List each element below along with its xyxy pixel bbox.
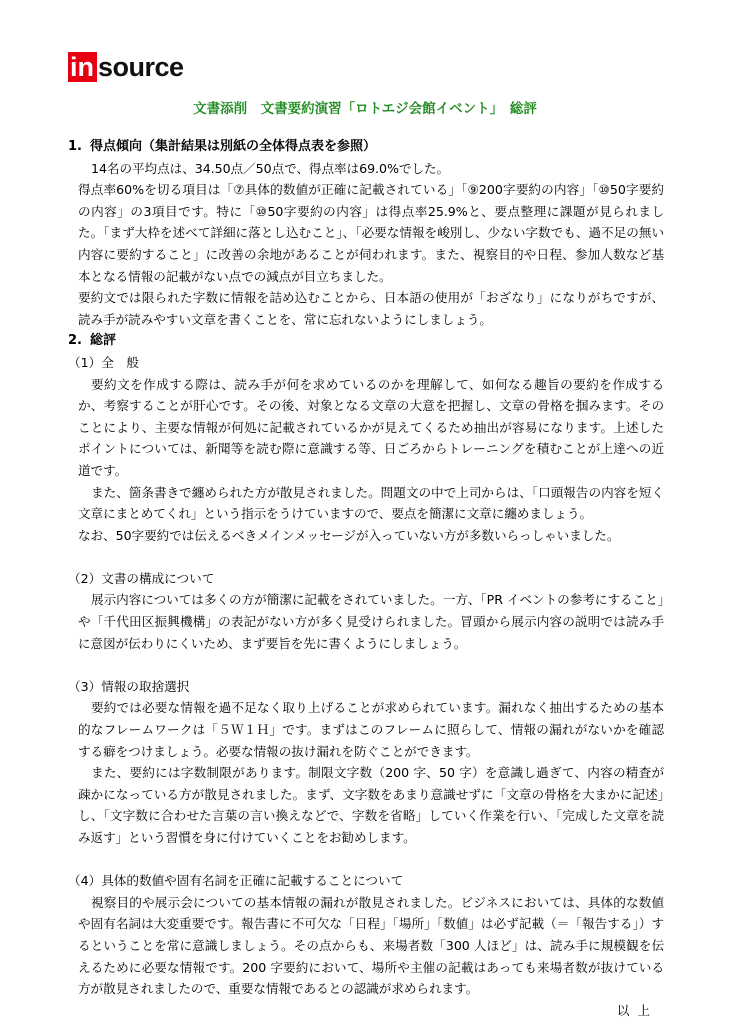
subsection-paragraph: また、箇条書きで纏められた方が散見されました。問題文の中で上司からは、「口頭報告の内容を短く文章にまとめてくれ」という指示をうけていますので、要点を簡潔に文章に纏めましょう。 <box>78 484 664 522</box>
subsection-paragraph: なお、50字要約では伝えるべきメインメッセージが入っていない方が多数いらっしゃいました。 <box>78 527 620 543</box>
subsection-paragraph: また、要約には字数制限があります。制限文字数（200 字、50 字）を意識し過ぎて、内容の精査が疎かになっている方が散見されました。まず、文字数をあまり意識せずに「文章の骨格を大まかに記述」し、「文字数に合わせた言葉の言い換えなどで、字数を省略」していく作業を行い、「完成した文章を読み返す」という習慣を身に付けていくことをお勧めします。 <box>78 765 664 845</box>
spacer <box>68 654 664 676</box>
subsection-paragraph: 視察目的や展示会についての基本情報の漏れが散見されました。ビジネスにおいては、具体的な数値や固有名詞は大変重要です。報告書に不可欠な「日程」「場所」「数値」は必ず記載（＝「報告する」）するということを常に意識しましょう。その点からも、来場者数「300 人ほど」は、読み手に規模観を伝えるために必要な情報です。200 字要約において、場所や主催の記載はあっても来場者数が抜けている方が散見されましたので、重要な情報であるとの認識が求められます。 <box>78 894 664 997</box>
spacer <box>68 849 664 871</box>
logo-source: source <box>98 52 184 82</box>
subsection-heading: （3）情報の取捨選択 <box>68 678 190 694</box>
section-1-paragraph: 14名の平均点は、34.50点／50点で、得点率は69.0%でした。 <box>91 160 450 176</box>
logo-in: in <box>68 52 97 82</box>
section-1-heading <box>68 136 664 158</box>
section-2-title: 総評 <box>90 333 117 349</box>
section-2-heading <box>68 330 664 352</box>
subsection-heading: （1）全 般 <box>68 354 139 370</box>
subsection-heading: （4）具体的数値や固有名詞を正確に記載することについて <box>68 873 404 889</box>
subsection-heading: （2）文書の構成について <box>68 570 215 586</box>
section-1-paragraph: 得点率60%を切る項目は「⑦具体的数値が正確に記載されている」「⑨200字要約の内容」「⑩50字要約の内容」の3項目です。特に「⑩50字要約の内容」は得点率25.9%と、要点整理に課題が見られました。「まず大枠を述べて詳細に落とし込むこと」、「必要な情報を峻別し、少ない字数でも、過不足の無い内容に要約すること」に改善の余地があることが伺われます。また、視察目的や日程、参加人数など基本となる情報の記載がない点での減点が目立ちました。 <box>78 182 664 284</box>
document-title: 文書添削 文書要約演習「ロトエジ会館イベント」 総評 <box>193 101 537 117</box>
section-1-number: 1. <box>68 139 82 154</box>
subsection-paragraph: 要約では必要な情報を過不足なく取り上げることが求められています。漏れなく抽出するための基本的なフレームワークは「５Ｗ１Ｈ」です。まずはこのフレームに照らして、情報の漏れがないかを確認する癖をつけましょう。必要な情報の抜け漏れを防ぐことができます。 <box>78 700 664 759</box>
subsection-paragraph: 要約文を作成する際は、読み手が何を求めているのかを理解して、如何なる趣旨の要約を作成するか、考察することが肝心です。その後、対象となる文章の大意を把握し、文章の骨格を掴みます。そのことにより、主要な情報が何処に記載されているかが見えてくるため抽出が容易になります。上述したポイントについては、新聞等を読む際に意識する等、日ごろからトレーニングを積むことが上達への近道です。 <box>78 376 664 478</box>
subsection-paragraph: 展示内容については多くの方が簡潔に記載をされていました。一方、「PR イベントの参考にすること」や「千代田区振興機構」の表記がない方が多く見受けられました。冒頭から展示内容の説明では読み手に意図が伝わりにくいため、まず要旨を先に書くようにしましょう。 <box>78 592 664 651</box>
closing-mark: 以上 <box>616 1002 658 1018</box>
spacer <box>68 546 664 568</box>
insource-logo <box>68 52 184 82</box>
section-1-title: 得点傾向（集計結果は別紙の全体得点表を参照） <box>90 139 377 154</box>
section-1-paragraph: 要約文では限られた字数に情報を詰め込むことから、日本語の使用が「おざなり」になりがちですが、読み手が読みやすい文章を書くことを、常に忘れないようにしましょう。 <box>78 290 664 327</box>
document-body <box>68 136 664 1021</box>
section-2-number: 2. <box>68 333 82 349</box>
